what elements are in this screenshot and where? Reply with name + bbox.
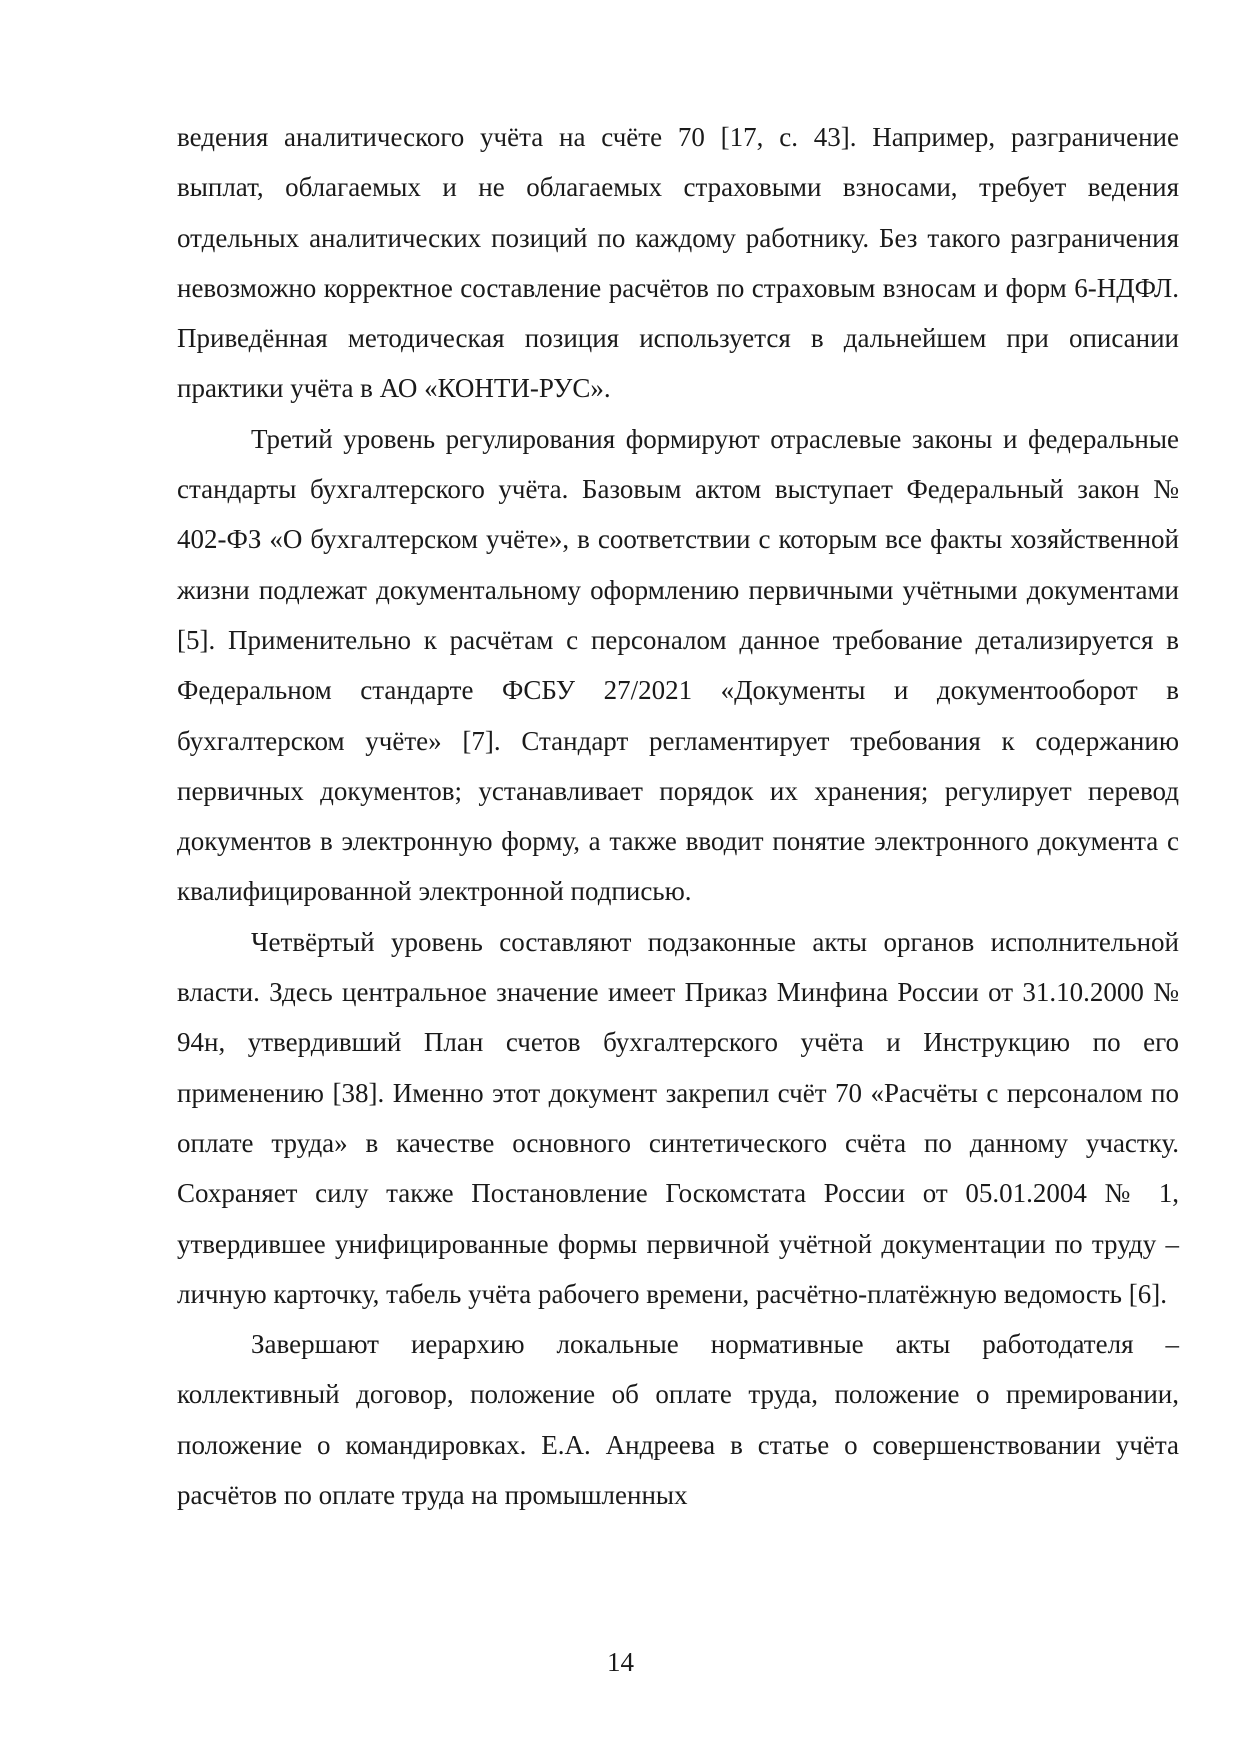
body-text bbox=[177, 112, 1179, 1520]
paragraph-local-acts: Завершают иерархию локальные нормативные акты работодателя – коллективный договор, положение об оплате труда, положение о премировании, положение о командировках. Е.А. Андреева в статье о совершенствовании учёта расчётов по оплате труда на промышленных bbox=[177, 1329, 1179, 1511]
paragraph-continuation: ведения аналитического учёта на счёте 70 [17, с. 43]. Например, разграничение выплат, облагаемых и не облагаемых страховыми взносами, требует ведения отдельных аналитических позиций по каждому работнику. Без такого разграничения невозможно корректное составление расчётов по страховым взносам и форм 6-НДФЛ. Приведённая методическая позиция используется в дальнейшем при описании практики учёта в АО «КОНТИ-РУС». bbox=[177, 122, 1179, 404]
page-number: 14 bbox=[607, 1647, 634, 1677]
paragraph-third-level: Третий уровень регулирования формируют отраслевые законы и федеральные стандарты бухгалтерского учёта. Базовым актом выступает Федеральный закон № 402-ФЗ «О бухгалтерском учёте», в соответствии с которым все факты хозяйственной жизни подлежат документальному оформлению первичными учётными документами [5]. Применительно к расчётам с персоналом данное требование детализируется в Федеральном стандарте ФСБУ 27/2021 «Документы и документооборот в бухгалтерском учёте» [7]. Стандарт регламентирует требования к содержанию первичных документов; устанавливает порядок их хранения; регулирует перевод документов в электронную форму, а также вводит понятие электронного документа с квалифицированной электронной подписью. bbox=[177, 423, 1179, 907]
paragraph-fourth-level: Четвёртый уровень составляют подзаконные акты органов исполнительной власти. Здесь центральное значение имеет Приказ Минфина России от 31.10.2000 № 94н, утвердивший План счетов бухгалтерского учёта и Инструкцию по его применению [38]. Именно этот документ закрепил счёт 70 «Расчёты с персоналом по оплате труда» в качестве основного синтетического счёта по данному участку. Сохраняет силу также Постановление Госкомстата России от 05.01.2004 № 1, утвердившее унифицированные формы первичной учётной документации по труду – личную карточку, табель учёта рабочего времени, расчётно-платёжную ведомость [6]. bbox=[177, 926, 1179, 1309]
